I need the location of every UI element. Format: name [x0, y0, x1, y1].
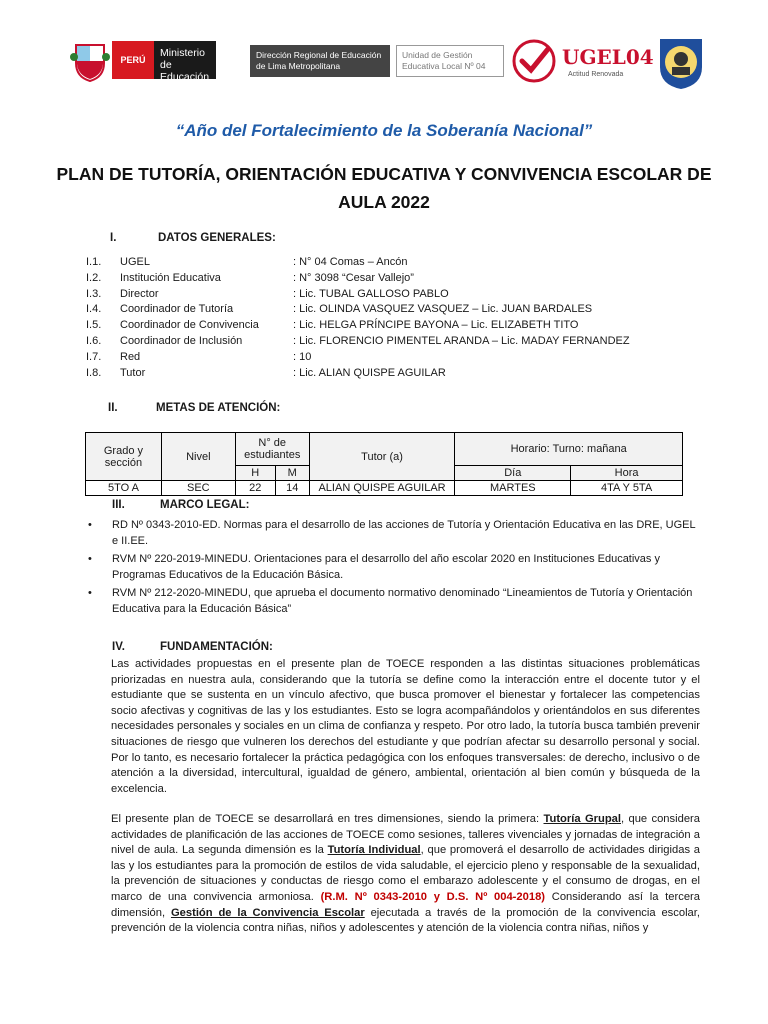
list-item: I.3. Director : Lic. TUBAL GALLOSO PABLO	[86, 287, 449, 300]
list-item: • RVM Nº 220-2019-MINEDU. Orientaciones para el desarrollo del año escolar 2020 en Instituciones Educativas y Programas Educativos de la Educación Básica.	[88, 553, 660, 581]
dre-logo: Dirección Regional de Educación de Lima Metropolitana	[250, 45, 390, 77]
col-h-header: H	[235, 466, 275, 481]
ugel-unit-logo: Unidad de Gestión Educativa Local Nº 04	[396, 45, 504, 77]
col-dia-header: Día	[455, 466, 571, 481]
gestion-convivencia-term: Gestión de la Convivencia Escolar	[170, 906, 365, 919]
col-nivel-header: Nivel	[161, 433, 235, 481]
school-seal-icon	[656, 35, 706, 91]
col-m-header: M	[275, 466, 309, 481]
ugel-tagline: Actitud Renovada	[568, 71, 624, 78]
cell-grado: 5TO A	[86, 481, 162, 496]
minedu-logo	[112, 41, 216, 83]
list-item: • RD Nº 0343-2010-ED. Normas para el desarrollo de las acciones de Tutoría y Orientación Educativa en las DRE, UGEL e II.EE.	[88, 519, 696, 547]
ugel04-logo	[510, 37, 654, 87]
metas-table	[85, 432, 683, 496]
cell-nivel: SEC	[161, 481, 235, 496]
table-row	[86, 481, 683, 496]
cell-h: 22	[235, 481, 275, 496]
marco-legal-list	[88, 517, 700, 619]
cell-dia: MARTES	[455, 481, 571, 496]
bullet-icon: •	[88, 519, 92, 531]
fundamentacion-paragraph-1: Las actividades propuestas en el presente plan de TOECE responden a las distintas situaciones problemáticas priorizadas en nuestra aula, considerando que la tutoría se define como la interacción entre el docente tutor y el estudiante que se sustenta en un vínculo afectivo, que busca promover el bienestar y fortalecer las competencias socio afectivas y cognitivas de las y los estudiantes. Esto se logra acompañándolos y orientándolos en sus diferentes necesidades personales y sociales en un clima de confianza y respeto. Por otro lado, la tutoría busca también prevenir situaciones de riesgo que vulneren los derechos del estudiante y que podrían afectar su desarrollo personal y social. Por lo tanto, es necesario fortalecer la práctica pedagógica con los enfoques transversales: de derecho, inclusivo o de atención a la diversidad, intercultural, igualdad de género, ambiental, orientación al bien común y búsqueda de la excelencia.	[111, 658, 700, 795]
col-tutor-header: Tutor (a)	[309, 433, 455, 481]
page-title: PLAN DE TUTORÍA, ORIENTACIÓN EDUCATIVA Y CONVIVENCIA ESCOLAR DE AULA 2022	[56, 164, 712, 212]
col-estudiantes-header: N° de estudiantes	[235, 433, 309, 466]
list-item: I.6. Coordinador de Inclusión : Lic. FLORENCIO PIMENTEL ARANDA – Lic. MADAY FERNANDEZ	[86, 334, 630, 347]
cell-hora: 4TA Y 5TA	[571, 481, 683, 496]
list-item: I.1. UGEL : N° 04 Comas – Ancón	[86, 256, 408, 268]
list-item: I.5. Coordinador de Convivencia : Lic. HELGA PRÍNCIPE BAYONA – Lic. ELIZABETH TITO	[86, 319, 579, 332]
list-item: I.2. Institución Educativa : N° 3098 “Cesar Vallejo”	[86, 271, 414, 284]
peru-label: PERÚ	[112, 41, 154, 79]
peru-shield-icon	[70, 39, 110, 83]
cell-m: 14	[275, 481, 309, 496]
tutoria-individual-term: Tutoría Individual	[327, 844, 421, 857]
bullet-icon: •	[88, 553, 92, 565]
col-hora-header: Hora	[571, 466, 683, 481]
list-item: I.8. Tutor : Lic. ALIAN QUISPE AGUILAR	[86, 366, 446, 379]
legal-reference: (R.M. Nº 0343-2010 y D.S. Nº 004-2018)	[320, 890, 546, 903]
list-item: • RVM Nº 212-2020-MINEDU, que aprueba el documento normativo denominado “Lineamientos de Tutoría y Orientación Educativa para la Educación Básica”	[88, 587, 693, 615]
datos-generales-list	[86, 256, 706, 382]
ugel-brand: UGEL04	[562, 45, 654, 69]
table-header-row	[86, 433, 683, 466]
fundamentacion-paragraph-2: El presente plan de TOECE se desarrollará en tres dimensiones, siendo la primera: Tutoría Grupal, que considera actividades de planificación de las acciones de TOECE como sesiones, talleres vivenciales y jornadas de integración a nivel de aula. La segunda dimensión es la Tutoría Individual, que promoverá el desarrollo de actividades dirigidas a las y los estudiantes para la promoción de estilos de vida saludable, el ejercicio pleno y responsable de la sexualidad, la prevención de situaciones y conductas de riesgo como el embarazo adolescente y el consumo de drogas, en el marco de una convivencia armoniosa. (R.M. Nº 0343-2010 y D.S. Nº 004-2018) Considerando así la tercera dimensión, Gestión de la Convivencia Escolar ejecutada a través de la promoción de la convivencia escolar, prevención de la violencia contra niñas, niños y adolescentes y atención de la violencia contra niñas, niños y	[111, 813, 701, 935]
tutoria-grupal-term: Tutoría Grupal	[543, 813, 621, 825]
col-grado-header: Grado y sección	[86, 433, 162, 481]
list-item: I.4. Coordinador de Tutoría : Lic. OLINDA VASQUEZ VASQUEZ – Lic. JUAN BARDALES	[86, 303, 593, 316]
bullet-icon: •	[88, 587, 92, 599]
col-horario-header: Horario: Turno: mañana	[455, 433, 683, 466]
list-item: I.7. Red : 10	[86, 350, 312, 363]
motto: “Año del Fortalecimiento de la Soberanía Nacional”	[175, 121, 593, 140]
header-logos	[64, 35, 714, 107]
ugel-check-icon	[510, 37, 558, 85]
cell-tutor: ALIAN QUISPE AGUILAR	[309, 481, 455, 496]
ministry-label: Ministerio de Educación	[154, 41, 216, 79]
